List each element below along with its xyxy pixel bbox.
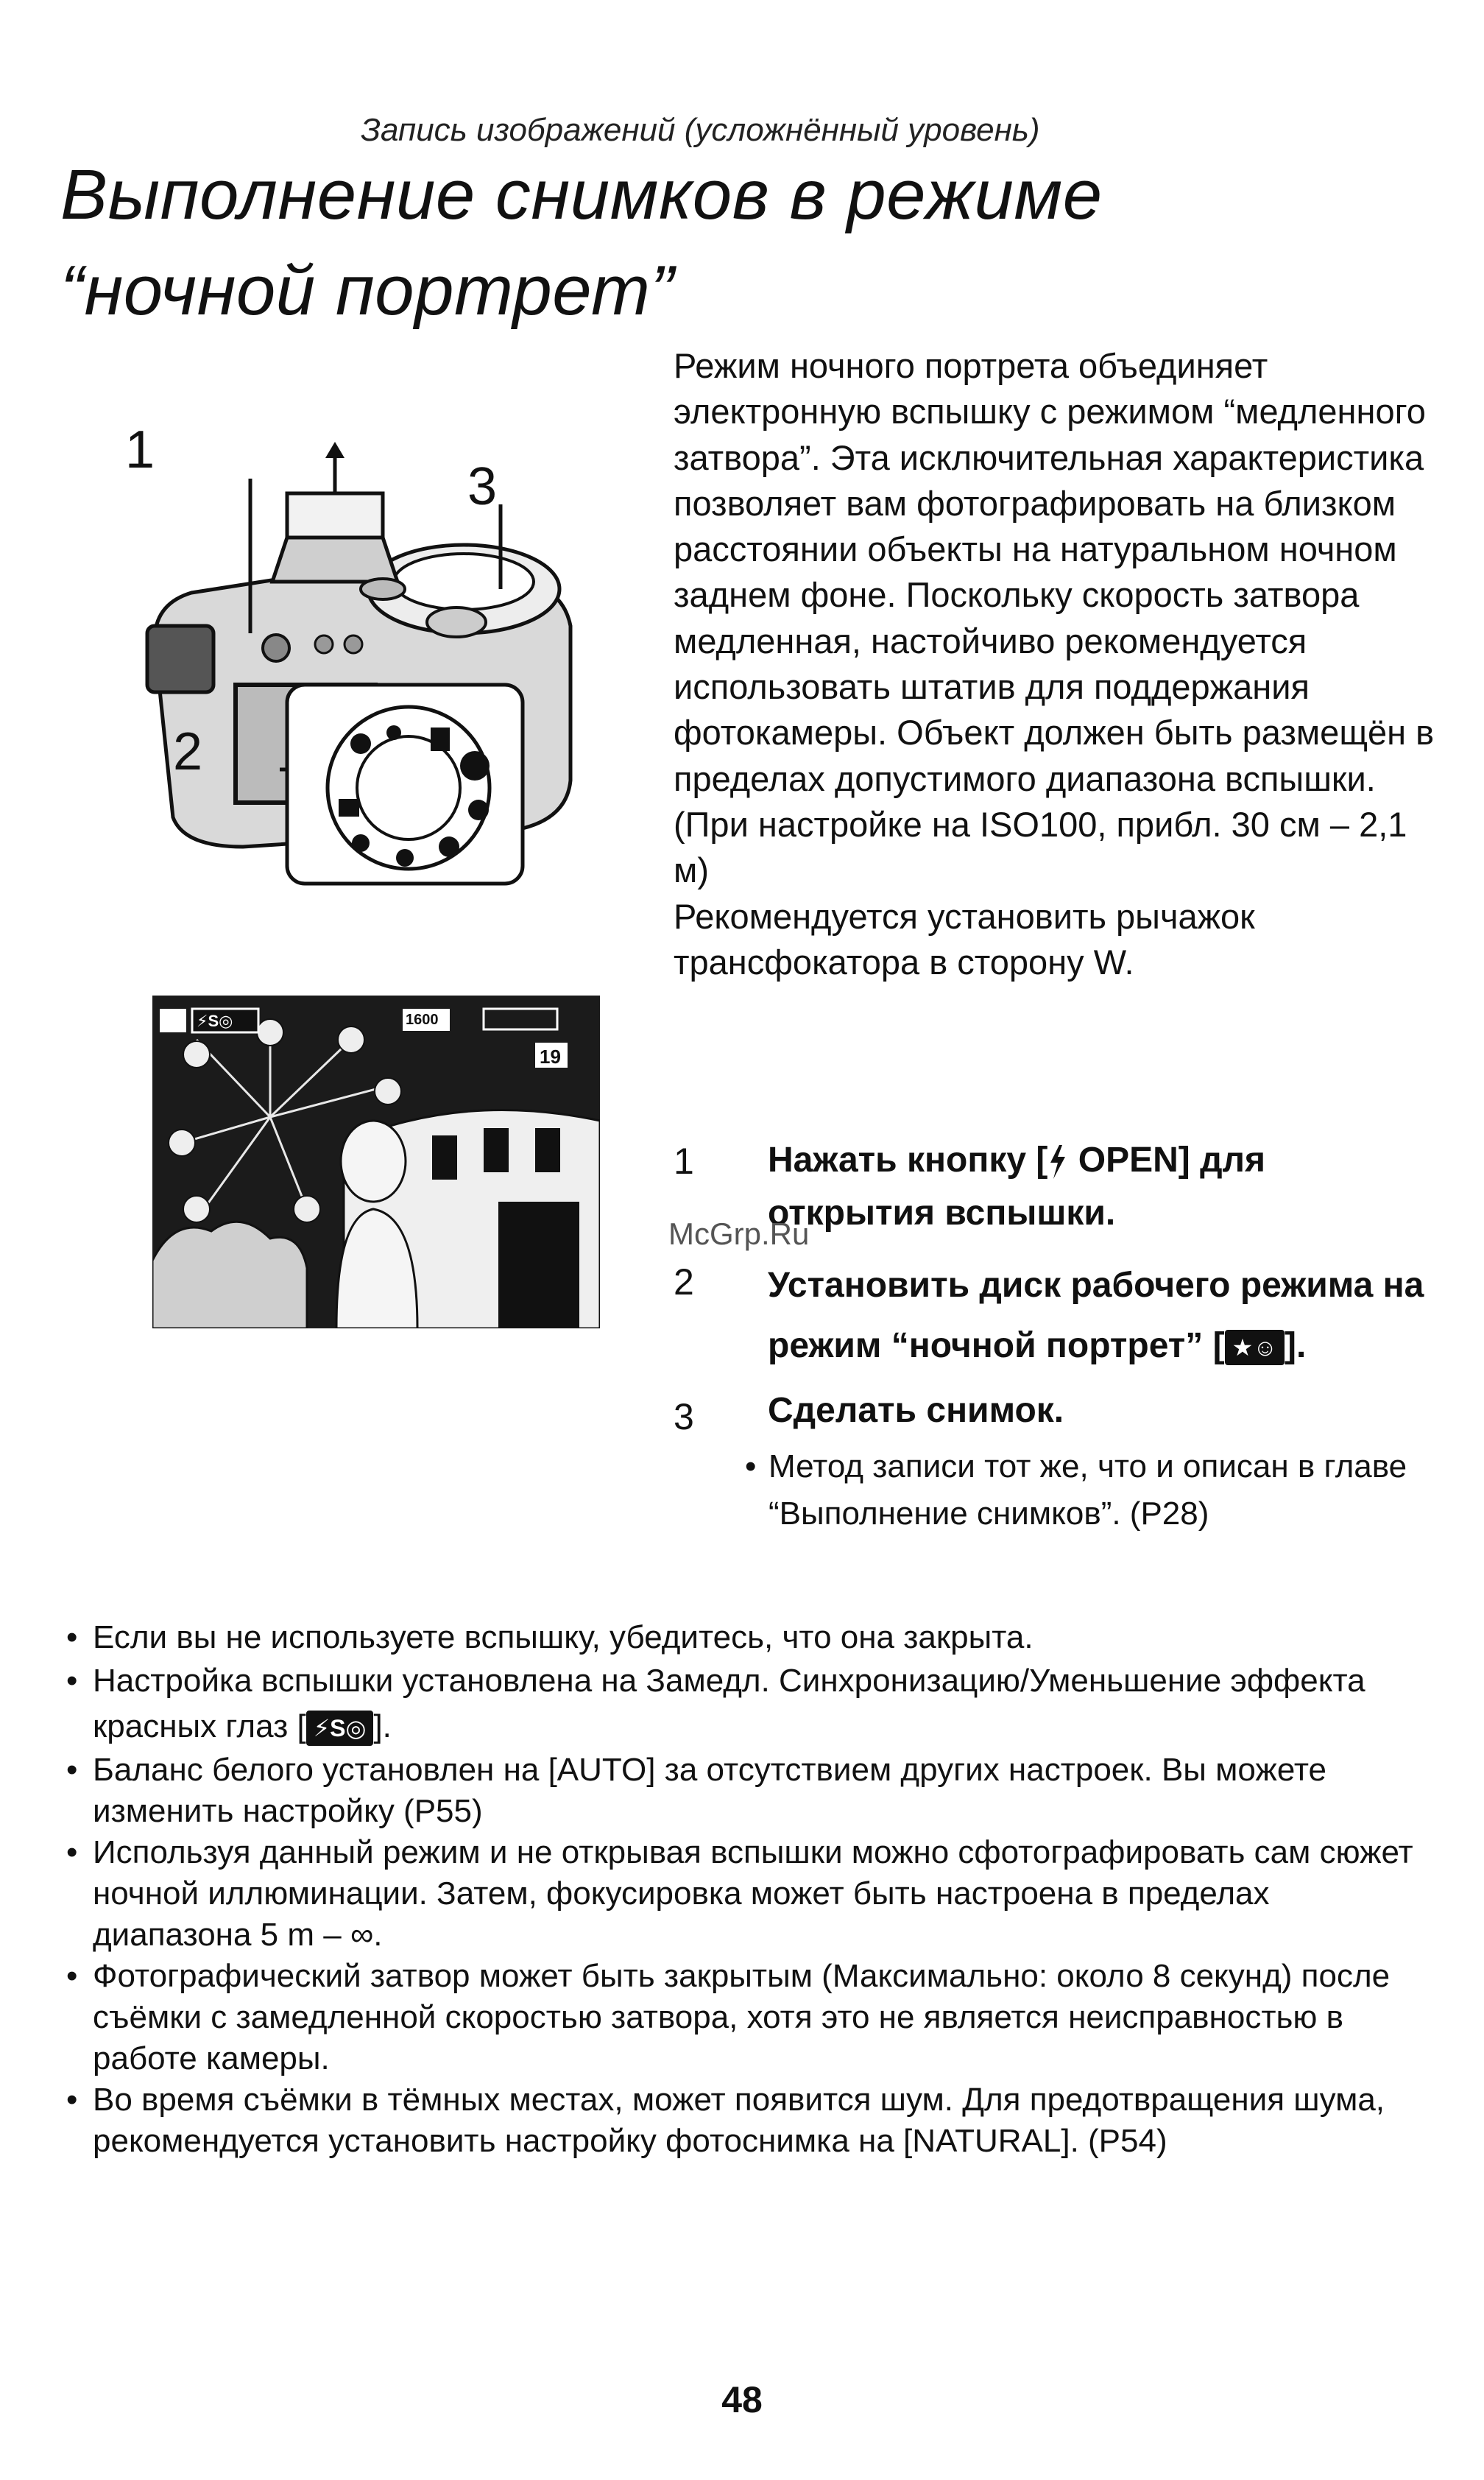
- step-1-number: 1: [674, 1141, 694, 1182]
- note-text: Во время съёмки в тёмных местах, может появится шум. Для предотвращения шума, рекомендуется установить настройку фотоснимка на [NATURAL]. (P54): [93, 2082, 1385, 2159]
- bullet-dot: •: [66, 1834, 78, 1870]
- note-text: Баланс белого установлен на [AUTO] за отсутствием других настроек. Вы можете изменить настройку (P55): [93, 1752, 1326, 1829]
- step-2-text-b: ].: [1284, 1326, 1307, 1365]
- step-3-bullet: [745, 1443, 1407, 1537]
- note-item: [60, 1617, 1437, 1658]
- night-portrait-icon: ★☺: [1225, 1330, 1285, 1365]
- notes-list: [60, 1617, 1437, 2162]
- note-item: [60, 1658, 1437, 1750]
- note-item: [60, 1832, 1437, 1956]
- callout-1: 1: [125, 420, 155, 479]
- intro-text: [674, 343, 1439, 985]
- page-number: 48: [721, 2379, 763, 2420]
- watermark: McGrp.Ru: [668, 1216, 810, 1251]
- lcd-frames-remaining: 19: [540, 1046, 561, 1068]
- note-item: [60, 1956, 1437, 2079]
- step-3-number: 3: [674, 1396, 694, 1437]
- chapter-subtitle: Запись изображений (усложнённый уровень): [361, 112, 1040, 148]
- note-text: Если вы не используете вспышку, убедитесь, что она закрыта.: [93, 1619, 1034, 1655]
- step-1-text: [768, 1134, 1371, 1240]
- step-3-text: Сделать снимок.: [768, 1391, 1064, 1430]
- step-1-text-a: Нажать кнопку [: [768, 1141, 1048, 1180]
- page-title-line1: Выполнение снимков в режиме: [60, 155, 1103, 234]
- callout-3: 3: [467, 457, 498, 516]
- step-2-text-a: Установить диск рабочего режима на режим “ночной портрет” [: [768, 1266, 1424, 1365]
- step-3-bullet-text: Метод записи тот же, что и описан в главе “Выполнение снимков”. (P28): [768, 1448, 1407, 1532]
- step-2-text: [768, 1255, 1430, 1376]
- flash-open-icon: [1047, 1144, 1068, 1180]
- note-text: Настройка вспышки установлена на Замедл. Синхронизацию/Уменьшение эффекта красных глаз [: [93, 1663, 1365, 1744]
- camera-illustration: [125, 420, 611, 906]
- step-1-text-b: OPEN] для открытия вспышки.: [768, 1141, 1266, 1233]
- note-item: [60, 2079, 1437, 2162]
- bullet-dot: •: [745, 1448, 757, 1484]
- note-text-tail: ].: [373, 1708, 392, 1744]
- bullet-dot: •: [66, 2082, 78, 2118]
- bullet-dot: •: [66, 1958, 78, 1994]
- note-text: Фотографический затвор может быть закрытым (Максимально: около 8 секунд) после съёмки с замедленной скоростью затвора, хотя это не является неисправностью в работе камеры.: [93, 1958, 1391, 2076]
- bullet-dot: •: [66, 1619, 78, 1655]
- flash-slow-sync-redeye-icon: ⚡S◎: [306, 1711, 374, 1746]
- page-title-line2: “ночной портрет”: [60, 251, 674, 330]
- note-item: [60, 1750, 1437, 1832]
- bullet-dot: •: [66, 1663, 78, 1699]
- note-text: Используя данный режим и не открывая вспышки можно сфотографировать сам сюжет ночной иллюминации. Затем, фокусировка может быть настроена в пределах диапазона 5 m – ∞.: [93, 1834, 1413, 1953]
- intro-paragraph-2: Рекомендуется установить рычажок трансфокатора в сторону W.: [674, 896, 1255, 982]
- lcd-flash-setting: ⚡S◎: [197, 1012, 233, 1030]
- step-2-number: 2: [674, 1261, 694, 1303]
- bullet-dot: •: [66, 1752, 78, 1788]
- callout-2: 2: [173, 722, 203, 781]
- intro-paragraph-1: Режим ночного портрета объединяет электронную вспышку с режимом “медленного затвора”. Эта исключительная характеристика позволяет вам фотографировать на близком расстоянии объекты на натуральном ночном заднем фоне. Поскольку скорость затвора медленная, настойчиво рекомендуется использовать штатив для поддержания фотокамеры. Объект должен быть размещён в пределах допустимого диапазона вспышки. (При настройке на ISO100, прибл. 30 см – 2,1 м): [674, 346, 1435, 890]
- lcd-iso-readout: 1600: [406, 1012, 439, 1028]
- lcd-preview-image: [152, 996, 600, 1328]
